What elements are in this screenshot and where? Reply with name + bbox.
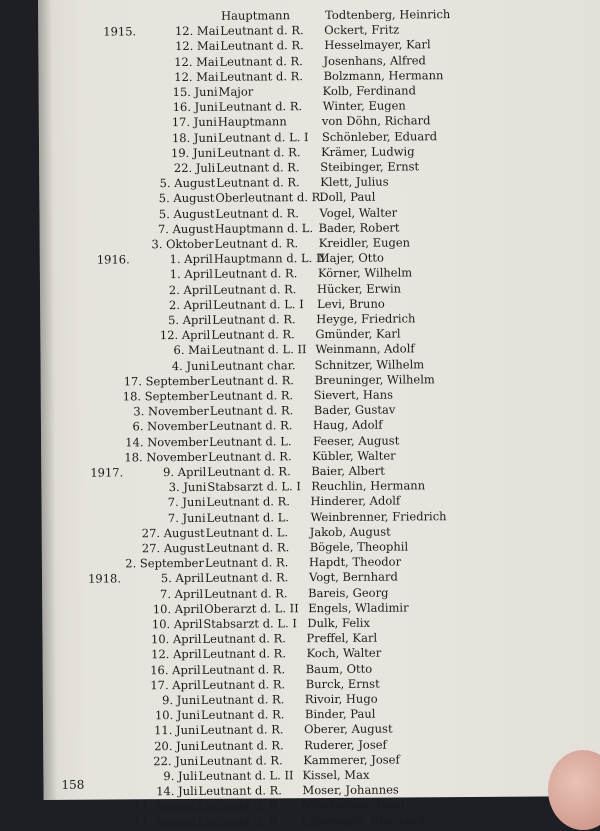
row-name: Kissel, Max	[302, 767, 452, 783]
row-date: 22. Juli	[115, 161, 215, 177]
row-name: Steibinger, Ernst	[320, 159, 470, 175]
row-name: Binder, Paul	[305, 706, 455, 722]
row-rank: Leutnant d. L.	[206, 525, 346, 541]
row-date: 15. Juni	[118, 85, 218, 101]
row-name: Engels, Wladimir	[308, 600, 458, 616]
row-name: Preffel, Karl	[306, 630, 456, 646]
row-name: Ockert, Fritz	[324, 22, 474, 38]
row-date: 2. April	[112, 282, 212, 298]
row-name: Todtenberg, Heinrich	[325, 7, 475, 23]
row-name: Bareis, Georg	[308, 585, 458, 601]
row-date: 7. Juni	[105, 495, 205, 511]
row-date: 10. April	[101, 632, 201, 648]
row-rank: Hauptmann	[218, 114, 358, 130]
row-rank: Leutnant d. R.	[210, 403, 350, 419]
row-name: Bolzmann, Hermann	[323, 68, 473, 84]
row-name: Doll, Paul	[319, 189, 469, 205]
row-date: 17. April	[101, 678, 201, 694]
row-rank: Leutnant d. R.	[198, 814, 338, 830]
row-name: Majer, Otto	[318, 250, 468, 266]
row-name: Lohemann, Eberhard	[302, 813, 452, 829]
row-date: 22. Juni	[98, 754, 198, 770]
row-date: 18. Juni	[117, 130, 217, 146]
row-name: Hapdt, Theodor	[309, 554, 459, 570]
row-date: 12. Mai	[119, 39, 219, 55]
row-date: 2. April	[112, 298, 212, 314]
list-row	[15, 812, 535, 831]
row-rank: Leutnant d. R.	[211, 327, 351, 343]
row-rank: Leutnant d. R.	[205, 555, 345, 571]
row-name: Rivoir, Hugo	[305, 691, 455, 707]
row-name: Haug, Adolf	[313, 417, 463, 433]
row-name: Kolb, Ferdinand	[323, 83, 473, 99]
row-date: 20. Juni	[99, 738, 199, 754]
row-rank: Leutnant d. R.	[206, 540, 346, 556]
row-date: 7. Juni	[106, 510, 206, 526]
row-rank: Leutnant d. R.	[199, 753, 339, 769]
row-name: Bader, Gustav	[314, 402, 464, 418]
row-rank: Leutnant d. L. II	[211, 342, 351, 358]
row-name: Körner, Wilhelm	[318, 265, 468, 281]
row-name: Josenhans, Alfred	[323, 53, 473, 69]
row-name: Schnitzer, Wilhelm	[315, 357, 465, 373]
row-rank: Leutnant d. R.	[202, 631, 342, 647]
row-name: Bader, Robert	[319, 220, 469, 236]
row-date: 12. Mai	[118, 70, 218, 86]
row-name: Winter, Eugen	[323, 98, 473, 114]
row-date: 14. Juli	[97, 784, 197, 800]
row-date: 18. November	[107, 450, 207, 466]
row-rank: Leutnant d. R.	[205, 570, 345, 586]
row-date: 5. August	[114, 191, 214, 207]
row-date: 17. September	[110, 374, 210, 390]
row-date: 14. November	[108, 434, 208, 450]
row-rank: Leutnant d. R.	[198, 783, 338, 799]
row-rank: Leutnant d. R.	[214, 266, 354, 282]
row-rank: Leutnant d. R.	[198, 798, 338, 814]
book-page	[38, 0, 600, 800]
row-name: Ruderer, Josef	[304, 737, 454, 753]
row-rank: Leutnant d. R.	[203, 646, 343, 662]
row-name: Burck, Ernst	[306, 676, 456, 692]
row-name: Breuninger, Wilhelm	[315, 372, 465, 388]
row-date: 19. Juni	[116, 146, 216, 162]
row-date: 27. August	[105, 526, 205, 542]
row-date: 10. April	[102, 617, 202, 633]
row-year: 1915.	[103, 24, 139, 39]
row-date: 12. Mai	[118, 54, 218, 70]
row-rank: Stabsarzt d. L. I	[207, 479, 347, 495]
row-name: Baum, Otto	[306, 661, 456, 677]
row-name: Levi, Bruno	[317, 296, 467, 312]
row-date: 10. April	[103, 602, 203, 618]
row-date: 1. April	[113, 267, 213, 283]
row-name: Klett, Julius	[320, 174, 470, 190]
row-rank: Leutnant d. R.	[212, 312, 352, 328]
row-name: Dulk, Felix	[307, 615, 457, 631]
row-date: 6. November	[108, 419, 208, 435]
row-name: Moser, Johannes	[302, 782, 452, 798]
row-rank: Leutnant d. R.	[211, 373, 351, 389]
row-name: Oberer, August	[304, 722, 454, 738]
row-rank: Leutnant d. R.	[216, 175, 356, 191]
row-rank: Major	[219, 84, 359, 100]
row-rank: Leutnant d. R.	[209, 418, 349, 434]
row-name: Kübler, Walter	[312, 448, 462, 464]
row-rank: Leutnant d. R.	[201, 707, 341, 723]
row-date: 4. Juni	[110, 358, 210, 374]
row-year: 1918.	[88, 572, 124, 587]
row-date: 12. April	[102, 647, 202, 663]
row-rank: Hauptmann d. L.	[215, 221, 355, 237]
row-date: 9. April	[106, 465, 206, 481]
row-rank: Leutnant d. L. I	[218, 129, 358, 145]
row-rank: Leutnant d. R.	[206, 494, 346, 510]
row-name: Weinmann, Adolf	[315, 341, 465, 357]
row-name: Koch, Walter	[307, 645, 457, 661]
row-rank: Leutnant d. R.	[215, 236, 355, 252]
row-name: Jakob, August	[310, 524, 460, 540]
row-name: Gmünder, Karl	[315, 326, 465, 342]
row-rank: Oberleutnant d. R.	[215, 190, 355, 206]
row-name: Nöscheisen, Josef	[302, 798, 452, 814]
row-date: 2. September	[104, 556, 204, 572]
row-name: Kammerer, Josef	[303, 752, 453, 768]
row-rank: Leutnant d. R.	[219, 99, 359, 115]
row-date: 11. Juni	[99, 723, 199, 739]
row-name: Vogel, Walter	[319, 205, 469, 221]
row-date: 5. April	[111, 313, 211, 329]
row-rank: Leutnant char.	[211, 357, 351, 373]
row-date: 5. April	[104, 571, 204, 587]
row-name: Kreidler, Eugen	[319, 235, 469, 251]
row-rank: Leutnant d. R.	[219, 69, 359, 85]
row-name: Schönleber, Eduard	[322, 129, 472, 145]
row-rank: Leutnant d. L. II	[198, 768, 338, 784]
row-rank: Leutnant d. R.	[200, 738, 340, 754]
row-date: 16. Juni	[118, 100, 218, 116]
row-rank: Leutnant d. R.	[210, 388, 350, 404]
row-year: 1917.	[90, 465, 126, 480]
row-name: Hesselmayer, Karl	[324, 37, 474, 53]
row-rank: Leutnant d. L.	[207, 509, 347, 525]
row-rank: Oberarzt d. L. II	[204, 601, 344, 617]
row-date: 12. Mai	[119, 24, 219, 40]
row-date: 7. April	[103, 586, 203, 602]
row-date: 5. August	[115, 176, 215, 192]
row-date: 6. Mai	[110, 343, 210, 359]
row-rank: Leutnant d. R.	[220, 38, 360, 54]
row-rank: Leutnant d. L. I	[213, 297, 353, 313]
row-year: 1916.	[97, 253, 133, 268]
row-name: Hücker, Erwin	[317, 281, 467, 297]
row-date: 11. August	[97, 799, 197, 815]
row-name: Baier, Albert	[311, 463, 461, 479]
row-date: 11. August	[97, 815, 197, 831]
row-date: 18. September	[109, 389, 209, 405]
row-rank: Leutnant d. R.	[202, 661, 342, 677]
row-rank: Leutnant d. R.	[202, 677, 342, 693]
row-name: von Döhn, Richard	[322, 113, 472, 129]
row-rank: Leutnant d. R.	[220, 23, 360, 39]
row-name: Weinbrenner, Friedrich	[311, 509, 461, 525]
row-date: 7. August	[114, 222, 214, 238]
row-rank: Leutnant d. R.	[219, 53, 359, 69]
row-rank: Leutnant d. R.	[201, 692, 341, 708]
row-rank: Hauptmann d. L. II	[214, 251, 354, 267]
row-date: 3. November	[109, 404, 209, 420]
row-name: Sievert, Hans	[314, 387, 464, 403]
row-name: Vogt, Bernhard	[309, 569, 459, 585]
row-rank: Stabsarzt d. L. I	[203, 616, 343, 632]
row-rank: Leutnant d. R.	[208, 449, 348, 465]
row-rank: Leutnant d. R.	[207, 464, 347, 480]
row-rank: Leutnant d. L.	[209, 433, 349, 449]
page-number: 158	[61, 778, 84, 792]
row-rank: Leutnant d. R.	[217, 145, 357, 161]
row-rank: Hauptmann	[221, 8, 361, 24]
row-date: 9. Juni	[100, 693, 200, 709]
row-name: Hinderer, Adolf	[310, 493, 460, 509]
row-rank: Leutnant d. R.	[213, 281, 353, 297]
row-date: 3. Juni	[106, 480, 206, 496]
row-rank: Leutnant d. R.	[200, 722, 340, 738]
row-rank: Leutnant d. R.	[215, 205, 355, 221]
row-date: 17. Juni	[117, 115, 217, 131]
row-name: Feeser, August	[313, 433, 463, 449]
row-rank: Leutnant d. R.	[204, 585, 344, 601]
row-rank: Leutnant d. R.	[216, 160, 356, 176]
row-date: 5. August	[114, 206, 214, 222]
row-date	[120, 9, 220, 10]
row-date: 3. Oktober	[114, 237, 214, 253]
row-date: 27. August	[105, 541, 205, 557]
row-date: 16. April	[101, 662, 201, 678]
row-date: 9. Juli	[97, 769, 197, 785]
row-name: Krämer, Ludwig	[321, 144, 471, 160]
row-name: Reuchlin, Hermann	[311, 478, 461, 494]
row-date: 1. April	[113, 252, 213, 268]
row-name: Bögele, Theophil	[310, 539, 460, 555]
row-name: Heyge, Friedrich	[316, 311, 466, 327]
row-date: 12. April	[110, 328, 210, 344]
row-date: 10. Juni	[100, 708, 200, 724]
